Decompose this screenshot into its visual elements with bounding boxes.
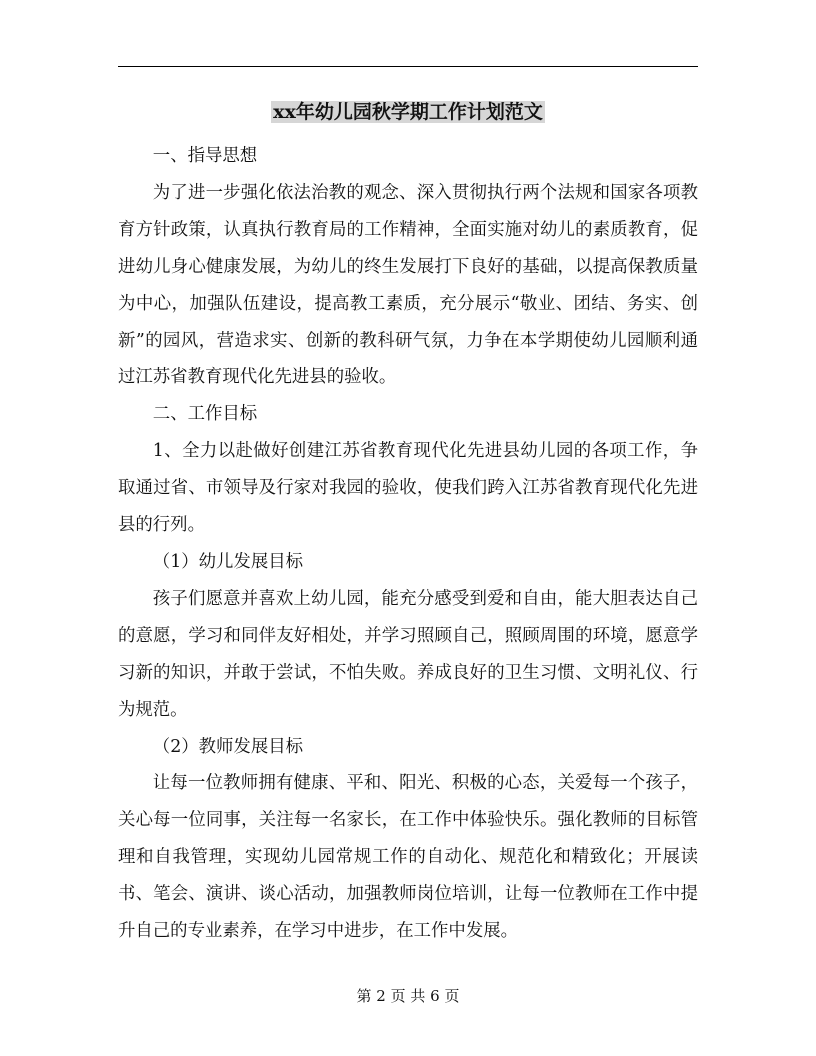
subheading-teacher-development: （2）教师发展目标 bbox=[152, 736, 303, 757]
document-title-text: xx年幼儿园秋学期工作计划范文 bbox=[273, 101, 543, 123]
subheading-child-development: （1）幼儿发展目标 bbox=[152, 551, 303, 572]
paragraph-guiding-ideology: 为了进一步强化依法治教的观念、深入贯彻执行两个法规和国家各项教育方针政策，认真执行教育局的工作精神，全面实施对幼儿的素质教育，促进幼儿身心健康发展，为幼儿的终生发展打下良好的基础，以提高保教质量为中心，加强队伍建设，提高教工素质，充分展示“敬业、团结、务实、创新”的园风，营造求实、创新的教科研气氛，力争在本学期使幼儿园顺利通过江苏省教育现代化先进县的验收。 bbox=[118, 182, 698, 388]
section-heading-work-goals: 二、工作目标 bbox=[152, 404, 258, 425]
section-heading-guiding-ideology: 一、指导思想 bbox=[152, 146, 258, 166]
document-body bbox=[118, 138, 698, 950]
document-title bbox=[0, 98, 816, 126]
paragraph-goal-1: 1、全力以赴做好创建江苏省教育现代化先进县幼儿园的各项工作，争取通过省、市领导及行家对我园的验收，使我们跨入江苏省教育现代化先进县的行列。 bbox=[118, 441, 698, 536]
paragraph-teacher-development: 让每一位教师拥有健康、平和、阳光、积极的心态，关爱每一个孩子，关心每一位同事，关注每一名家长，在工作中体验快乐。强化教师的目标管理和自我管理，实现幼儿园常规工作的自动化、规范化和精致化；开展读书、笔会、演讲、谈心活动，加强教师岗位培训，让每一位教师在工作中提升自己的专业素养，在学习中进步，在工作中发展。 bbox=[118, 773, 698, 942]
paragraph-child-development: 孩子们愿意并喜欢上幼儿园，能充分感受到爱和自由，能大胆表达自己的意愿，学习和同伴友好相处，并学习照顾自己，照顾周围的环境，愿意学习新的知识，并敢于尝试，不怕失败。养成良好的卫生习惯、文明礼仪、行为规范。 bbox=[118, 588, 698, 720]
page-number-footer: 第 2 页 共 6 页 bbox=[356, 987, 460, 1005]
header-rule bbox=[118, 66, 698, 67]
